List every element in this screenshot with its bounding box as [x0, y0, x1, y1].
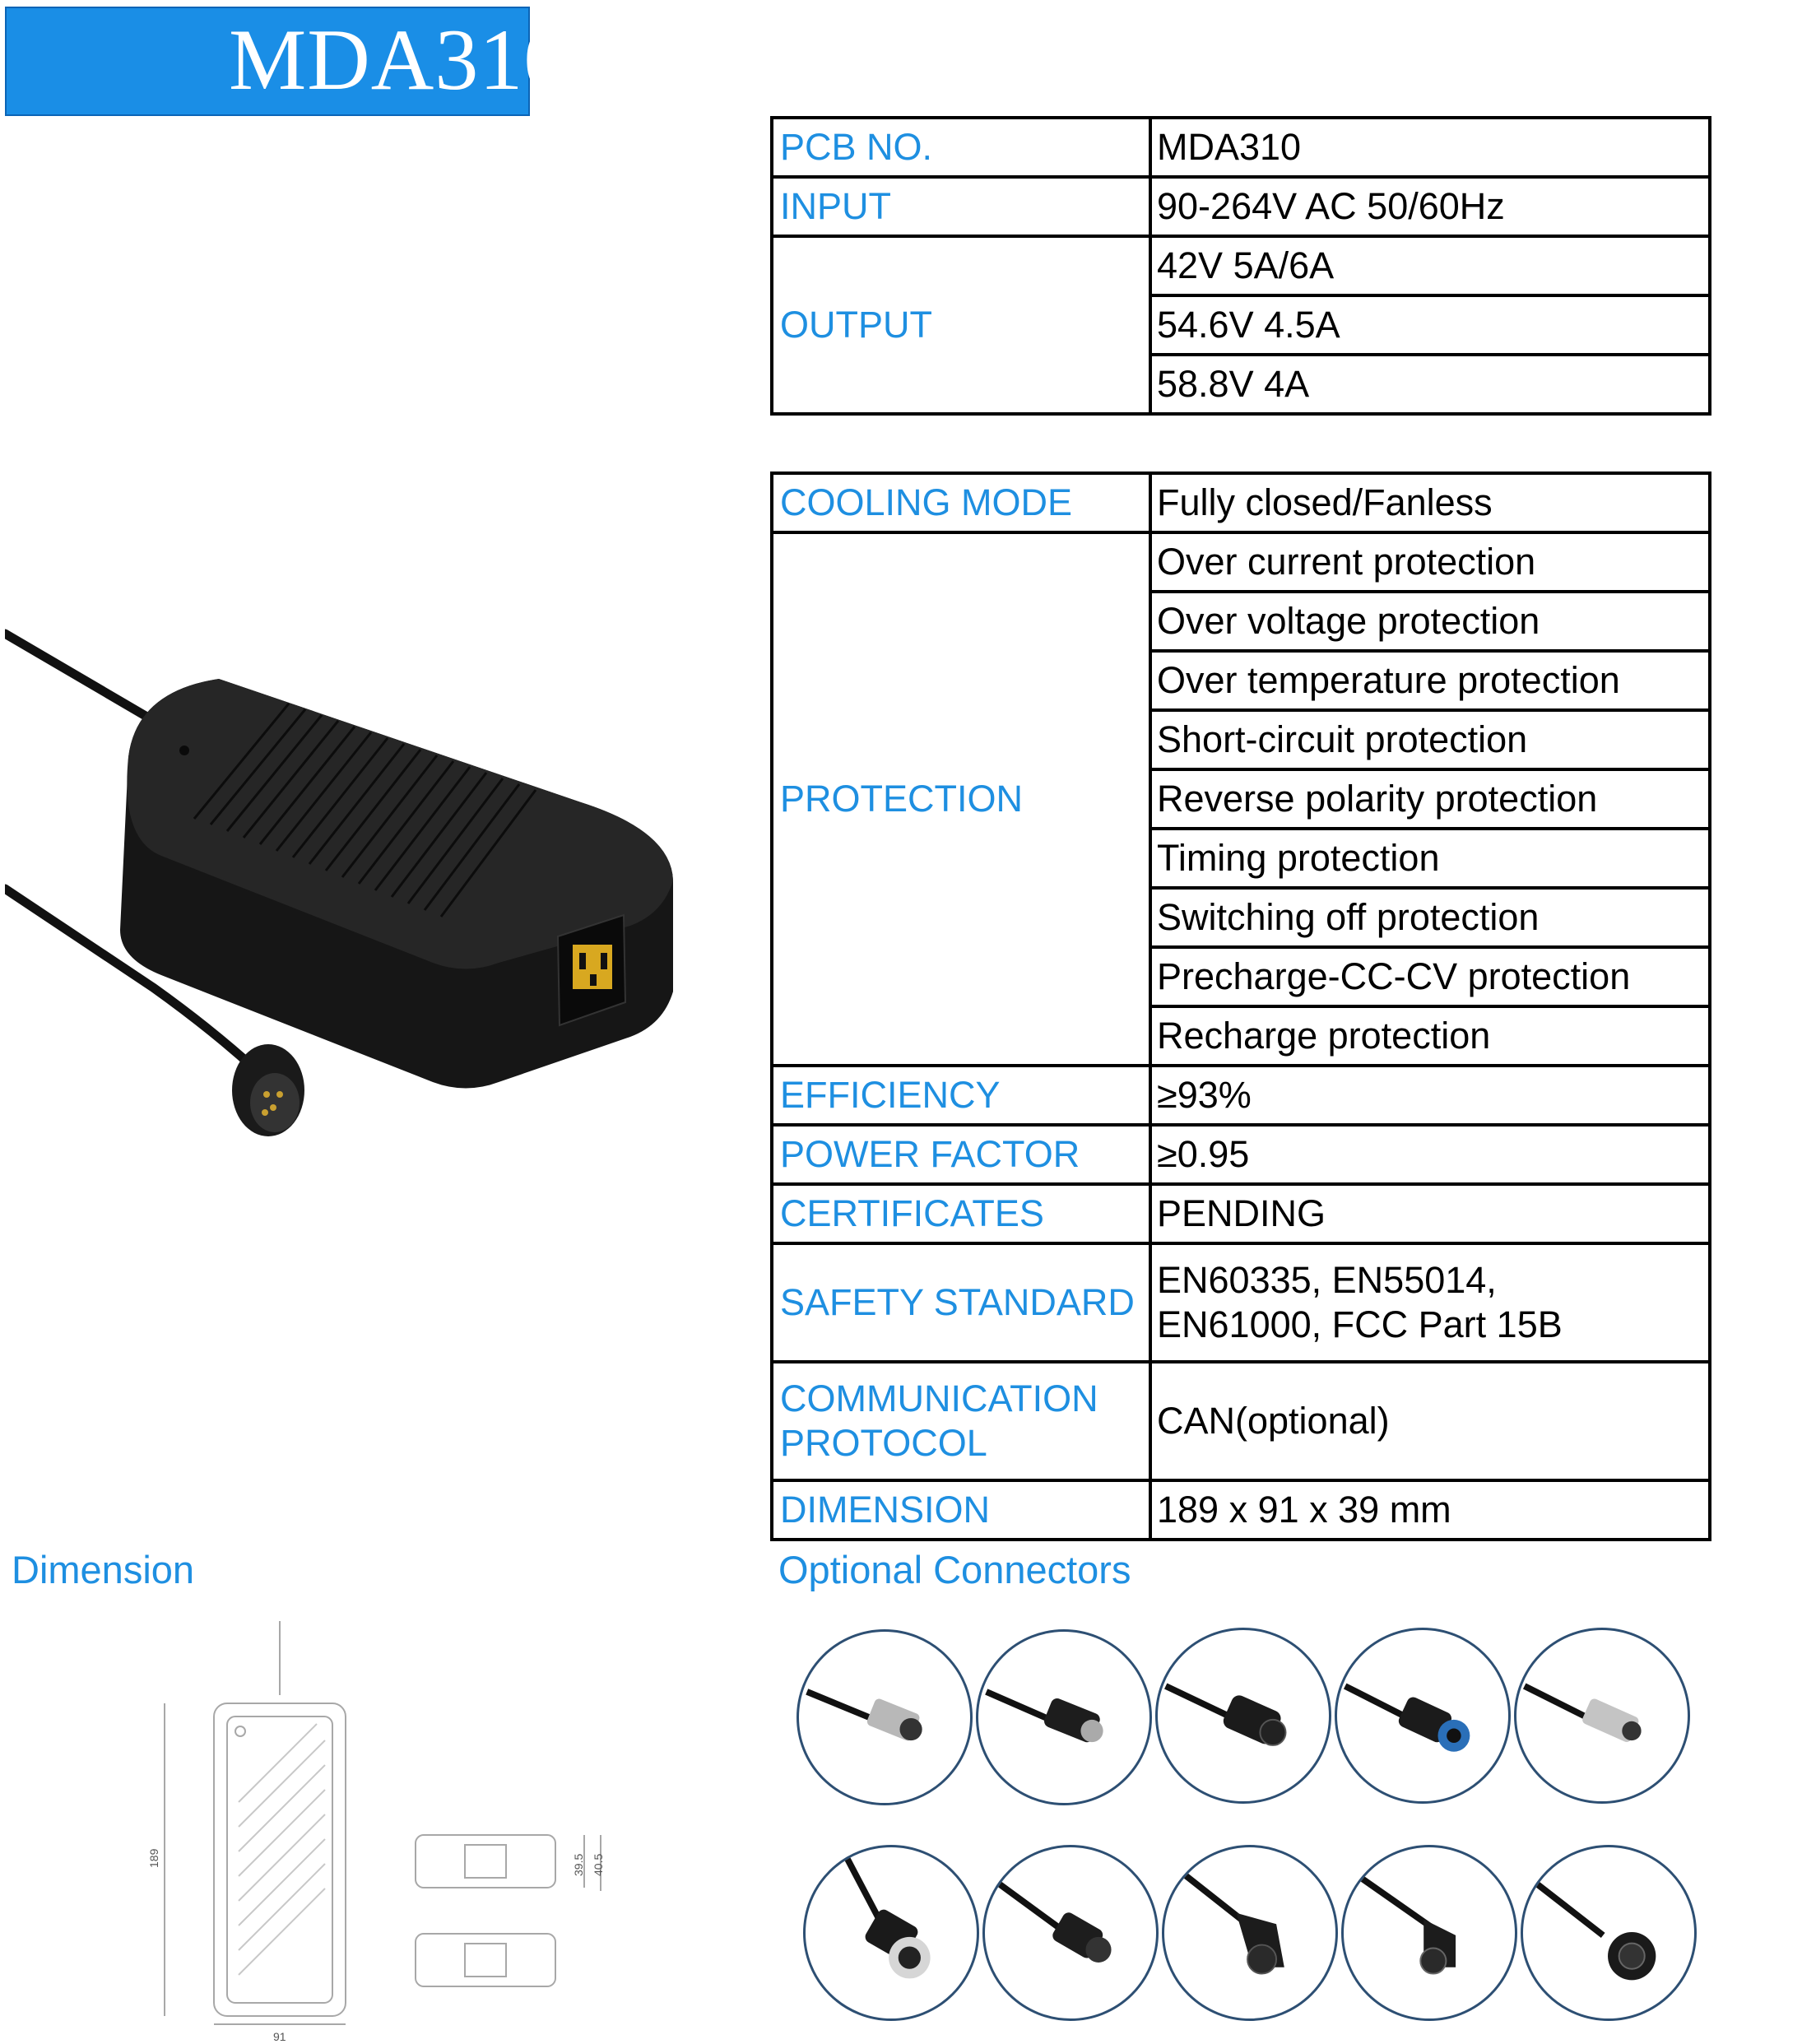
safety-value-line-1: EN60335, EN55014,: [1157, 1259, 1497, 1301]
connector-option-5: [1514, 1628, 1690, 1804]
protection-item: Recharge protection: [1150, 1006, 1710, 1066]
connector-option-4: [1335, 1628, 1511, 1804]
safety-value: [1150, 1243, 1710, 1362]
dimension-section-title: Dimension: [12, 1548, 195, 1591]
product-title: MDA310: [229, 12, 569, 108]
protection-item: Switching off protection: [1150, 888, 1710, 947]
connector-option-6: [803, 1845, 979, 2021]
communication-value: CAN(optional): [1150, 1362, 1710, 1480]
communication-label-line-1: COMMUNICATION: [780, 1377, 1098, 1419]
output-label: OUTPUT: [772, 236, 1150, 414]
protection-item: Over voltage protection: [1150, 592, 1710, 651]
protection-item: Timing protection: [1150, 829, 1710, 888]
connector-option-9: [1341, 1845, 1517, 2021]
pcb-label: PCB NO.: [772, 118, 1150, 177]
protection-item: Over temperature protection: [1150, 651, 1710, 710]
protection-item: Precharge-CC-CV protection: [1150, 947, 1710, 1006]
spec-table-electrical: [770, 116, 1711, 416]
efficiency-label: EFFICIENCY: [772, 1066, 1150, 1125]
dimension-height-b: 40.5: [592, 1853, 605, 1876]
pcb-value: MDA310: [1150, 118, 1710, 177]
input-label: INPUT: [772, 177, 1150, 236]
dimension-drawing: [33, 1596, 724, 2041]
title-badge: [5, 7, 569, 116]
output-value-3: 58.8V 4A: [1150, 355, 1710, 414]
connector-option-8: [1162, 1845, 1338, 2021]
dimension-label: DIMENSION: [772, 1480, 1150, 1540]
connector-option-7: [982, 1845, 1159, 2021]
safety-value-line-2: EN61000, FCC Part 15B: [1157, 1303, 1563, 1345]
protection-label: PROTECTION: [772, 532, 1150, 1066]
dimension-height-a: 39.5: [572, 1853, 585, 1876]
connector-option-3: [1155, 1628, 1331, 1804]
connector-option-2: [976, 1629, 1152, 1805]
cooling-label: COOLING MODE: [772, 473, 1150, 532]
input-value: 90-264V AC 50/60Hz: [1150, 177, 1710, 236]
cooling-value: Fully closed/Fanless: [1150, 473, 1710, 532]
connectors-section-title: Optional Connectors: [778, 1548, 1131, 1591]
dimension-width: 91: [273, 2030, 286, 2041]
power-factor-label: POWER FACTOR: [772, 1125, 1150, 1184]
protection-item: Over current protection: [1150, 532, 1710, 592]
dimension-value: 189 x 91 x 39 mm: [1150, 1480, 1710, 1540]
spec-table-features: [770, 472, 1711, 1541]
efficiency-value: ≥93%: [1150, 1066, 1710, 1125]
safety-label: SAFETY STANDARD: [772, 1243, 1150, 1362]
communication-label: [772, 1362, 1150, 1480]
certificates-value: PENDING: [1150, 1184, 1710, 1243]
output-value-2: 54.6V 4.5A: [1150, 295, 1710, 355]
charger-product-image: [5, 609, 680, 1201]
communication-label-line-2: PROTOCOL: [780, 1422, 987, 1464]
power-factor-value: ≥0.95: [1150, 1125, 1710, 1184]
output-value-1: 42V 5A/6A: [1150, 236, 1710, 295]
protection-item: Short-circuit protection: [1150, 710, 1710, 769]
protection-item: Reverse polarity protection: [1150, 769, 1710, 829]
connector-option-10: [1521, 1845, 1697, 2021]
connector-option-1: [797, 1629, 973, 1805]
certificates-label: CERTIFICATES: [772, 1184, 1150, 1243]
dimension-length: 189: [147, 1848, 160, 1868]
